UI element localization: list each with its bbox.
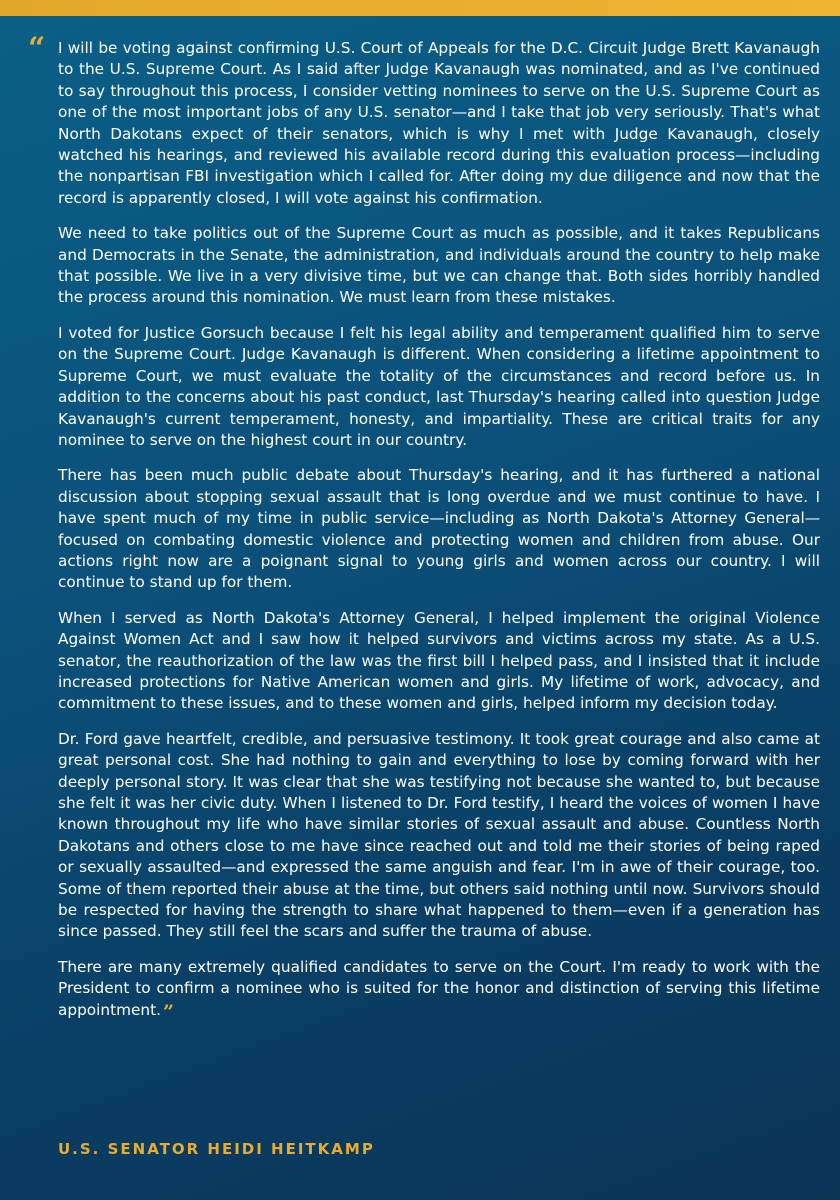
statement-body	[58, 38, 820, 1035]
top-accent-bar	[0, 0, 840, 16]
paragraph: I will be voting against confirming U.S. Court of Appeals for the D.C. Circuit Judge Brett Kavanaugh to the U.S. Supreme Court. As I said after Judge Kavanaugh was nominated, and as I've continued to say throughout this process, I consider vetting nominees to serve on the U.S. Supreme Court as one of the most important jobs of any U.S. senator—and I take that job very seriously. That's what North Dakotans expect of their senators, which is why I met with Judge Kavanaugh, closely watched his hearings, and reviewed his available record during this evaluation process—including the nonpartisan FBI investigation which I called for. After doing my due diligence and now that the record is apparently closed, I will vote against his confirmation.	[58, 39, 820, 207]
paragraph: There has been much public debate about Thursday's hearing, and it has furthered a national discussion about stopping sexual assault that is long overdue and we must continue to have. I have spent much of my time in public service—including as North Dakota's Attorney General—focused on combating domestic violence and protecting women and children from abuse. Our actions right now are a poignant signal to young girls and women across our country. I will continue to stand up for them.	[58, 466, 820, 592]
paragraph: When I served as North Dakota's Attorney General, I helped implement the original Violence Against Women Act and I saw how it helped survivors and victims across my state. As a U.S. senator, the reauthorization of the law was the first bill I helped pass, and I insisted that it include increased protections for Native American women and girls. My lifetime of work, advocacy, and commitment to these issues, and to these women and girls, helped inform my decision today.	[58, 608, 820, 713]
close-quote-icon: ”	[162, 1000, 174, 1023]
paragraph: Dr. Ford gave heartfelt, credible, and persuasive testimony. It took great courage and also came at great personal cost. She had nothing to gain and everything to lose by coming forward with her deeply personal story. It was clear that she was testifying not because she wanted to, but because she felt it was her civic duty. When I listened to Dr. Ford testify, I heard the voices of women I have known throughout my life who have similar stories of sexual assault and abuse. Countless North Dakotans and others close to me have since reached out and told me their stories of being raped or sexually assaulted—and expressed the same anguish and fear. I'm in awe of their courage, too. Some of them reported their abuse at the time, but others said nothing until now. Survivors should be respected for having the strength to share what happened to them—even if a generation has since passed. They still feel the scars and suffer the trauma of abuse.	[58, 729, 820, 941]
signature: U.S. SENATOR HEIDI HEITKAMP	[58, 1140, 375, 1158]
open-quote-icon: “	[28, 31, 46, 66]
paragraph-last	[58, 957, 820, 1021]
paragraph: I voted for Justice Gorsuch because I felt his legal ability and temperament qualified him to serve on the Supreme Court. Judge Kavanaugh is different. When considering a lifetime appointment to Supreme Court, we must evaluate the totality of the circumstances and record before us. In addition to the concerns about his past conduct, last Thursday's hearing called into question Judge Kavanaugh's current temperament, honesty, and impartiality. These are critical traits for any nominee to serve on the highest court in our country.	[58, 323, 820, 449]
paragraph-text: There are many extremely qualified candidates to serve on the Court. I'm ready to work with the President to confirm a nominee who is suited for the honor and distinction of serving this lifetime appointment.	[58, 957, 820, 1019]
paragraph: We need to take politics out of the Supreme Court as much as possible, and it takes Republicans and Democrats in the Senate, the administration, and individuals around the country to help make that possible. We live in a very divisive time, but we can change that. Both sides horribly handled the process around this nomination. We must learn from these mistakes.	[58, 224, 820, 307]
